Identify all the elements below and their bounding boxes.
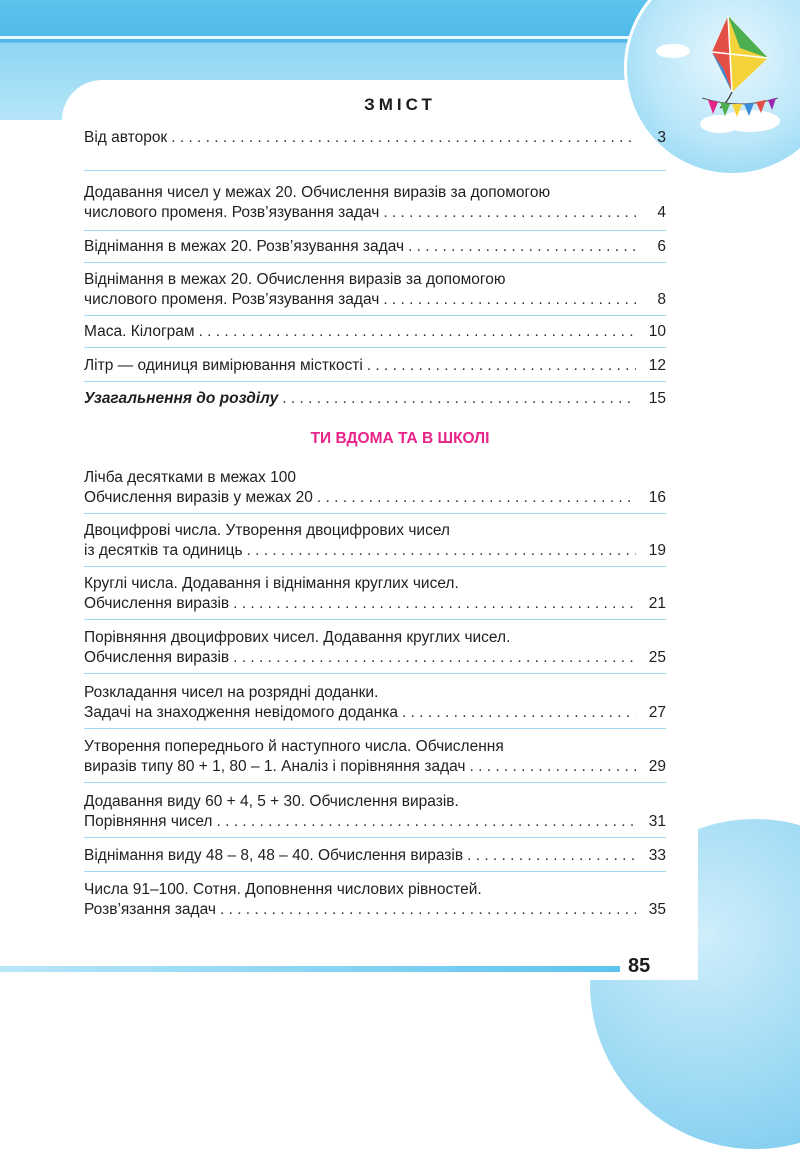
entry-text: Розв’язання задач bbox=[84, 901, 216, 918]
entry-text-line: Розкладання чисел на розрядні доданки. bbox=[84, 684, 379, 701]
leader-dots bbox=[402, 703, 636, 723]
entry-text-line: Віднімання в межах 20. Обчислення виразів за допомогою bbox=[84, 271, 506, 288]
toc-entry bbox=[84, 270, 666, 310]
entry-page: 31 bbox=[648, 813, 666, 830]
divider bbox=[84, 728, 666, 729]
entry-text: Віднімання в межах 20. Розв’язування задач bbox=[84, 238, 405, 255]
entry-text-line: Додавання виду 60 + 4, 5 + 30. Обчислення виразів. bbox=[84, 793, 459, 810]
toc-entry bbox=[84, 183, 666, 223]
entry-page: 12 bbox=[648, 357, 666, 374]
entry-text: Узагальнення до розділу bbox=[84, 390, 279, 407]
entry-page: 33 bbox=[648, 847, 666, 864]
divider bbox=[84, 315, 666, 316]
entry-page: 27 bbox=[648, 704, 666, 721]
divider bbox=[84, 347, 666, 348]
page-title: ЗМІСТ bbox=[364, 95, 436, 114]
entry-text-line: Порівняння двоцифрових чисел. Додавання круглих чисел. bbox=[84, 629, 511, 646]
leader-dots bbox=[233, 594, 636, 614]
entry-text: Віднімання виду 48 – 8, 48 – 40. Обчислення виразів bbox=[84, 847, 464, 864]
entry-page: 10 bbox=[648, 323, 666, 340]
entry-page: 3 bbox=[657, 129, 666, 146]
toc-entry bbox=[84, 468, 666, 508]
entry-text: Обчислення виразів bbox=[84, 649, 230, 666]
entry-text-line: Круглі числа. Додавання і віднімання круглих чисел. bbox=[84, 575, 459, 592]
entry-page: 29 bbox=[648, 758, 666, 775]
entry-text: Задачі на знаходження невідомого доданка bbox=[84, 704, 398, 721]
divider bbox=[84, 673, 666, 674]
divider bbox=[84, 566, 666, 567]
leader-dots bbox=[233, 648, 636, 668]
entry-page: 25 bbox=[648, 649, 666, 666]
entry-page: 19 bbox=[648, 542, 666, 559]
divider bbox=[84, 837, 666, 838]
toc-entry bbox=[84, 792, 666, 832]
entry-page: 6 bbox=[657, 238, 666, 255]
divider bbox=[84, 381, 666, 382]
divider bbox=[84, 871, 666, 872]
leader-dots bbox=[367, 356, 636, 376]
entry-text: Обчислення виразів у межах 20 bbox=[84, 489, 313, 506]
divider bbox=[84, 782, 666, 783]
leader-dots bbox=[199, 322, 636, 342]
toc-entry bbox=[84, 683, 666, 723]
leader-dots bbox=[220, 900, 636, 920]
toc-entry bbox=[84, 846, 666, 866]
toc-entry bbox=[84, 737, 666, 777]
entry-text-line: Лічба десятками в межах 100 bbox=[84, 469, 296, 486]
footer-bar bbox=[0, 966, 620, 972]
leader-dots bbox=[408, 237, 636, 257]
entry-page: 16 bbox=[648, 489, 666, 506]
leader-dots bbox=[216, 812, 636, 832]
page-number: 85 bbox=[628, 955, 651, 977]
entry-page: 21 bbox=[648, 595, 666, 612]
entry-text-line: Двоцифрові числа. Утворення двоцифрових чисел bbox=[84, 522, 450, 539]
entry-text-line: Числа 91–100. Сотня. Доповнення числових рівностей. bbox=[84, 881, 482, 898]
leader-dots bbox=[282, 389, 636, 409]
leader-dots bbox=[469, 757, 636, 777]
entry-text: Літр — одиниця вимірювання місткості bbox=[84, 357, 363, 374]
divider bbox=[84, 513, 666, 514]
entry-text: Від авторок bbox=[84, 129, 168, 146]
entry-page: 15 bbox=[648, 390, 666, 407]
leader-dots bbox=[317, 488, 636, 508]
divider bbox=[84, 170, 666, 171]
entry-text-line: Додавання чисел у межах 20. Обчислення виразів за допомогою bbox=[84, 184, 551, 201]
entry-text: виразів типу 80 + 1, 80 – 1. Аналіз і порівняння задач bbox=[84, 758, 466, 775]
divider bbox=[84, 262, 666, 263]
entry-text: числового променя. Розв’язування задач bbox=[84, 204, 380, 221]
toc-entry bbox=[84, 322, 666, 342]
toc-entry bbox=[84, 880, 666, 920]
entry-page: 4 bbox=[657, 204, 666, 221]
section-title: ТИ ВДОМА ТА В ШКОЛІ bbox=[310, 430, 490, 447]
toc-entry bbox=[84, 628, 666, 668]
entry-text: Маса. Кілограм bbox=[84, 323, 195, 340]
toc-entry bbox=[84, 521, 666, 561]
leader-dots bbox=[467, 846, 636, 866]
divider bbox=[84, 619, 666, 620]
toc-entry bbox=[84, 237, 666, 257]
entry-text: Обчислення виразів bbox=[84, 595, 230, 612]
toc-entry bbox=[84, 128, 666, 148]
entry-text-line: Утворення попереднього й наступного числа. Обчислення bbox=[84, 738, 504, 755]
leader-dots bbox=[383, 290, 636, 310]
leader-dots bbox=[171, 128, 636, 148]
entry-page: 8 bbox=[657, 291, 666, 308]
toc-entry bbox=[84, 574, 666, 614]
divider bbox=[84, 230, 666, 231]
toc-entry bbox=[84, 356, 666, 376]
leader-dots bbox=[247, 541, 636, 561]
entry-text: числового променя. Розв’язування задач bbox=[84, 291, 380, 308]
toc-entry-summary bbox=[84, 389, 666, 409]
entry-text: із десятків та одиниць bbox=[84, 542, 243, 559]
entry-page: 35 bbox=[648, 901, 666, 918]
entry-text: Порівняння чисел bbox=[84, 813, 213, 830]
leader-dots bbox=[383, 203, 636, 223]
